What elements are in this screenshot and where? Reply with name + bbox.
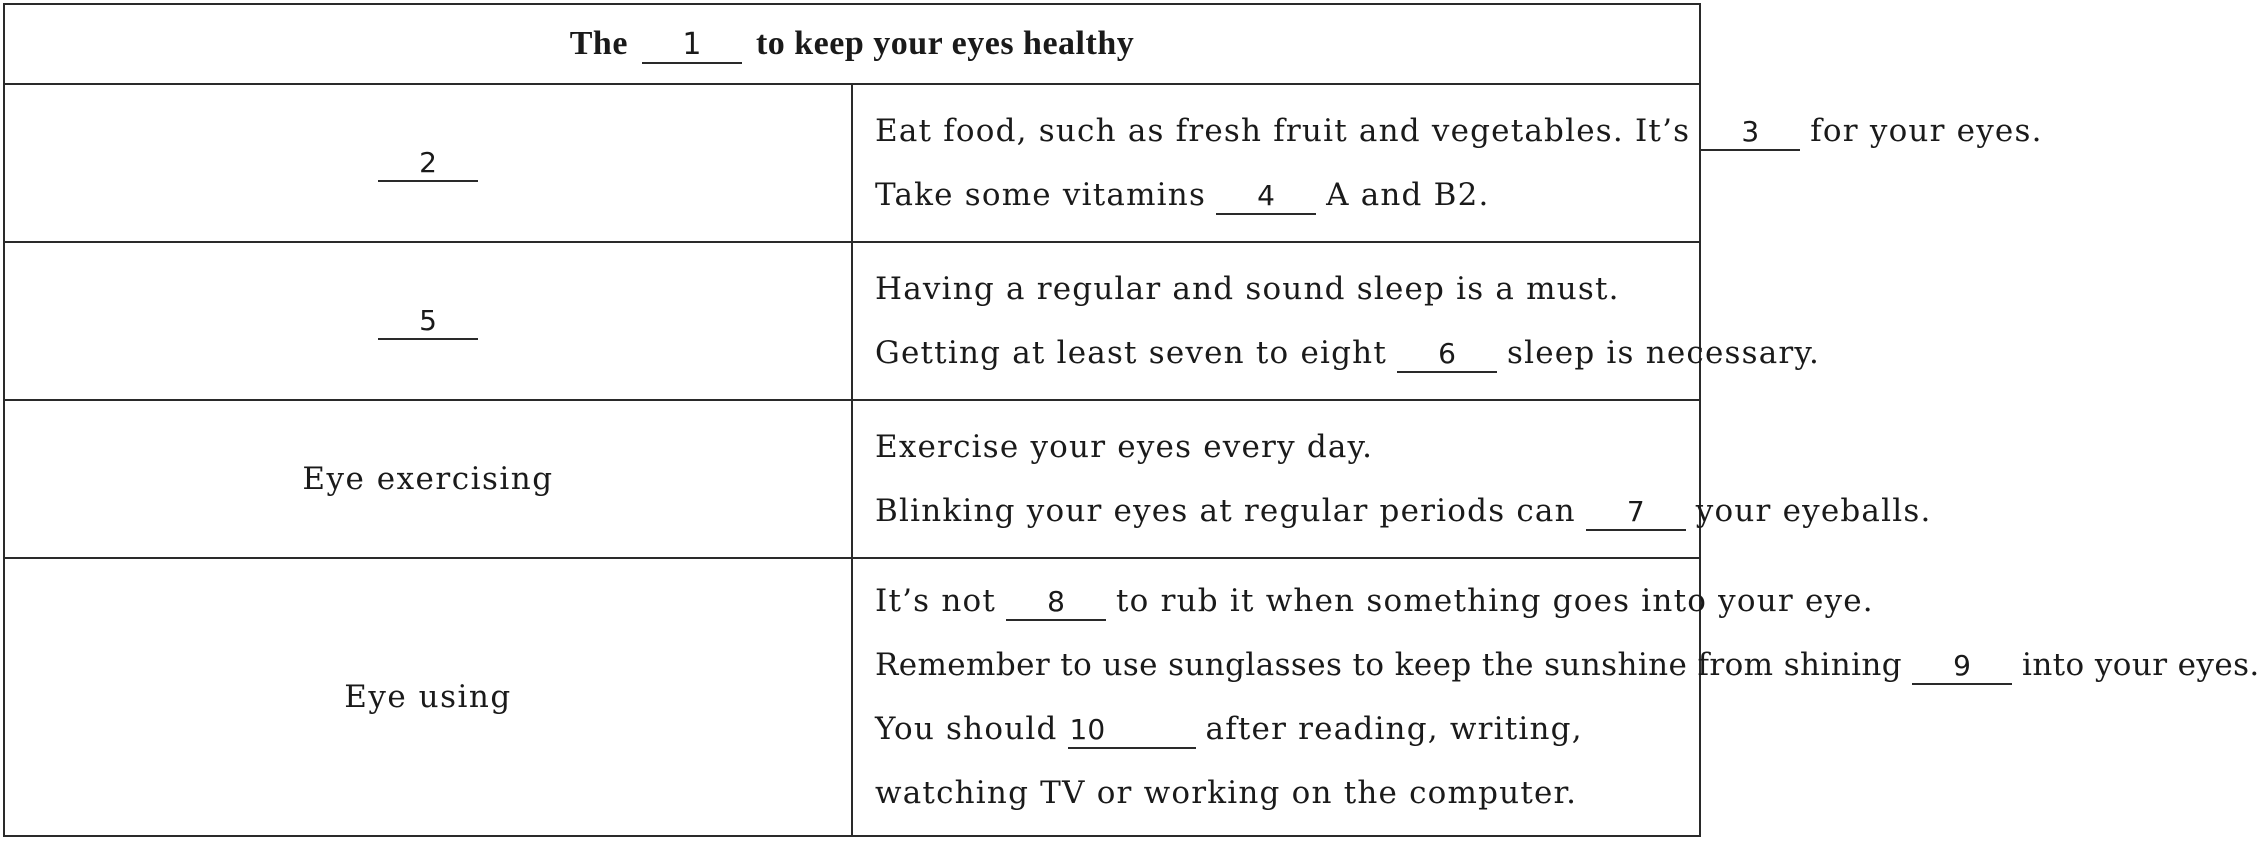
table-row-sleep bbox=[4, 242, 1700, 400]
blank-1[interactable]: 1 bbox=[642, 28, 742, 64]
eye-health-table bbox=[3, 3, 2260, 837]
content-line bbox=[875, 697, 1681, 825]
blank-4[interactable]: 4 bbox=[1216, 179, 1316, 215]
content-line bbox=[875, 257, 1681, 321]
title-before: The bbox=[569, 24, 628, 62]
line-text: sleep is necessary. bbox=[1507, 335, 1821, 371]
blank-7[interactable]: 7 bbox=[1586, 495, 1686, 531]
line-text: into your eyes. bbox=[2022, 647, 2260, 683]
line-text: your eyeballs. bbox=[1695, 493, 1932, 529]
line-text: Blinking your eyes at regular periods can bbox=[875, 493, 1576, 529]
line-text: for your eyes. bbox=[1810, 113, 2043, 149]
content-line bbox=[875, 633, 2260, 697]
row-label-using: Eye using bbox=[4, 558, 852, 836]
line-text: It’s not bbox=[875, 583, 997, 619]
line-text: A and B2. bbox=[1326, 177, 1490, 213]
line-text: Eat food, such as fresh fruit and vegetables. It’s bbox=[875, 113, 1691, 149]
content-line bbox=[875, 321, 1821, 385]
table-row-exercising bbox=[4, 400, 1700, 558]
line-text: Exercise your eyes every day. bbox=[875, 429, 1374, 465]
table-title bbox=[4, 4, 1700, 84]
blank-5[interactable]: 5 bbox=[378, 304, 478, 340]
blank-3[interactable]: 3 bbox=[1700, 115, 1800, 151]
content-line bbox=[875, 569, 1874, 633]
line-text: after reading, writing, watching TV or working on the computer. bbox=[875, 711, 1583, 811]
line-text: Take some vitamins bbox=[875, 177, 1207, 213]
row-label-sleep bbox=[4, 242, 852, 400]
row-content-diet bbox=[852, 84, 2043, 242]
blank-6[interactable]: 6 bbox=[1397, 337, 1497, 373]
blank-10[interactable]: 10 bbox=[1068, 713, 1196, 749]
title-after: to keep your eyes healthy bbox=[755, 24, 1135, 62]
row-content-exercising bbox=[852, 400, 1932, 558]
table-row-using bbox=[4, 558, 1700, 836]
row-content-sleep bbox=[852, 242, 1821, 400]
line-text: Getting at least seven to eight bbox=[875, 335, 1387, 371]
line-text: Having a regular and sound sleep is a must. bbox=[875, 271, 1620, 307]
line-text: Remember to use sunglasses to keep the sunshine from shining bbox=[875, 647, 1902, 683]
content-line bbox=[875, 415, 1681, 479]
blank-8[interactable]: 8 bbox=[1006, 585, 1106, 621]
table-row-diet bbox=[4, 84, 1700, 242]
title-row bbox=[4, 4, 1700, 84]
row-content-using bbox=[852, 558, 2260, 836]
blank-9[interactable]: 9 bbox=[1912, 649, 2012, 685]
blank-2[interactable]: 2 bbox=[378, 146, 478, 182]
content-line bbox=[875, 163, 1681, 227]
content-line bbox=[875, 479, 1932, 543]
row-label-diet bbox=[4, 84, 852, 242]
line-text: You should bbox=[875, 711, 1058, 747]
content-line bbox=[875, 99, 2043, 163]
line-text: to rub it when something goes into your eye. bbox=[1116, 583, 1874, 619]
row-label-exercising: Eye exercising bbox=[4, 400, 852, 558]
